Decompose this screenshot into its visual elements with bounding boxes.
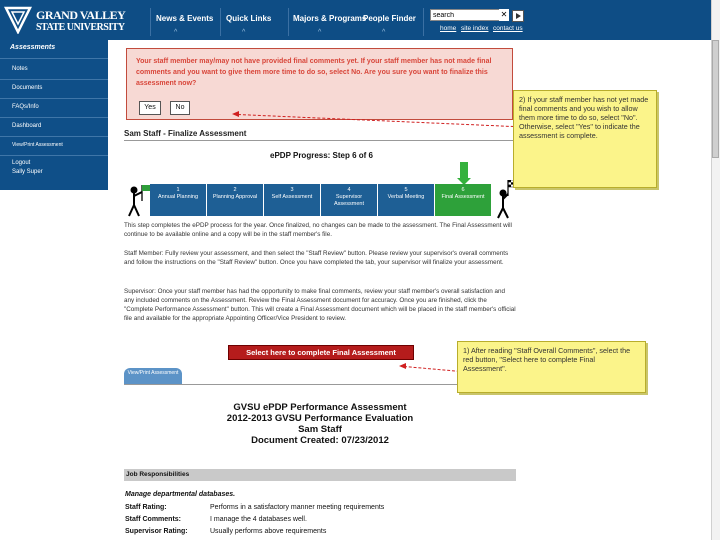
sidebar-title: Assessments — [0, 44, 108, 59]
yes-button[interactable]: Yes — [139, 101, 161, 115]
search-go-icon[interactable] — [512, 10, 524, 22]
nav-divider — [423, 8, 424, 36]
callout-step-2: 2) If your staff member has not yet made final comments and you wish to allow them more time to do so, select "No". Otherwise, select "Yes" to indicate the assessment is complete. — [513, 90, 657, 188]
report-subtitle: 2012-2013 GVSU Performance Evaluation — [226, 413, 414, 424]
sidebar-item-dashboard[interactable]: Dashboard — [0, 119, 108, 137]
clear-icon[interactable]: ✕ — [500, 10, 508, 19]
nav-quick-links[interactable]: Quick Links — [226, 14, 272, 23]
progress-label: ePDP Progress: Step 6 of 6 — [270, 151, 373, 160]
sidebar-item-faqs[interactable]: FAQs/Info — [0, 100, 108, 118]
no-button[interactable]: No — [170, 101, 190, 115]
nav-people-finder[interactable]: People Finder — [363, 14, 416, 23]
report-title: GVSU ePDP Performance Assessment — [233, 402, 407, 413]
sidebar-user-name: Sally Super — [12, 169, 43, 175]
supervisor-rating-value: Usually performs above requirements — [210, 528, 327, 535]
supervisor-paragraph: Supervisor: Once your staff member has had the opportunity to make final comments, review your staff member's overall satisfaction and any included comments on the Assessment. Review the Final Assessment document for accuracy. Once you are finished, click the "Complete Performance Assessment" button. This will create a Final Assessment document which will be placed in the staff member's official file and available for the appropriate Appointing Officer/Vice President to review. — [124, 288, 516, 322]
nav-majors-programs[interactable]: Majors & Programs — [293, 14, 367, 23]
supervisor-rating-label: Supervisor Rating: — [125, 528, 188, 535]
nav-divider — [288, 8, 289, 36]
chevron-up-icon: ^ — [318, 29, 322, 36]
search-input[interactable] — [430, 9, 504, 21]
staff-member-paragraph: Staff Member: Fully review your assessment, and then select the "Staff Review" button. Please review your supervisor's overall comments and follow the instructions on the "Staff Review" button. Once you have completed the tab, your supervisor will finalize your assessment. — [124, 250, 509, 266]
arrow-left-icon — [399, 363, 406, 369]
report-date: Document Created: 07/23/2012 — [251, 435, 389, 446]
gvsu-logo-icon[interactable] — [4, 6, 32, 34]
nav-news-events[interactable]: News & Events — [156, 14, 214, 23]
logo-text-line2: STATE UNIVERSITY — [36, 22, 125, 33]
step-2: 2 Planning Approval — [207, 184, 264, 216]
sidebar-item-logout[interactable]: Logout — [12, 160, 31, 166]
page-title: Sam Staff - Finalize Assessment — [124, 129, 247, 138]
contact-us-link[interactable]: contact us — [493, 25, 523, 32]
step-3: 3 Self Assessment — [264, 184, 321, 216]
scrollbar-thumb[interactable] — [712, 40, 719, 158]
nav-divider — [150, 8, 151, 36]
job-responsibilities-header: Job Responsibilities — [124, 469, 516, 481]
confirm-message: Your staff member may/may not have provided final comments yet. If your staff member has not made final comments and you want to give them more time to do so, select No. Are you sure you want to finalize this assessment now? — [136, 58, 492, 87]
job-task: Manage departmental databases. — [125, 491, 236, 498]
staff-comments-value: I manage the 4 databases well. — [210, 516, 307, 523]
sidebar-item-notes[interactable]: Notes — [0, 62, 108, 80]
chevron-up-icon: ^ — [382, 29, 386, 36]
staff-rating-value: Performs in a satisfactory manner meeting requirements — [210, 504, 385, 511]
stick-figure-flag-icon — [126, 183, 152, 219]
green-down-arrow-icon — [460, 162, 468, 178]
arrow-left-icon — [232, 111, 239, 117]
logo-text-line1: GRAND VALLEY — [36, 8, 126, 22]
intro-paragraph: This step completes the ePDP process for the year. Once finalized, no changes can be made to the assessment. The Final Assessment will continue to be available online and a copy will be in the staff member's file. — [124, 222, 512, 238]
nav-divider — [220, 8, 221, 36]
step-5: 5 Verbal Meeting — [378, 184, 435, 216]
site-index-link[interactable]: site index — [461, 25, 489, 32]
home-link[interactable]: home — [440, 25, 457, 32]
sidebar-item-documents[interactable]: Documents — [0, 81, 108, 99]
step-1: 1 Annual Planning — [150, 184, 207, 216]
divider — [124, 140, 516, 141]
report-employee: Sam Staff — [298, 424, 342, 435]
chevron-up-icon: ^ — [174, 29, 178, 36]
chevron-up-icon: ^ — [242, 29, 246, 36]
complete-final-assessment-button[interactable]: Select here to complete Final Assessment — [228, 345, 414, 360]
callout-pointer-1 — [404, 366, 460, 373]
staff-comments-label: Staff Comments: — [125, 516, 182, 523]
sidebar — [0, 40, 108, 190]
step-4: 4 Supervisor Assessment — [321, 184, 378, 216]
sidebar-item-view-print[interactable]: View/Print Assessment — [0, 138, 108, 156]
step-6: 6 Final Assessment — [435, 184, 492, 216]
callout-step-1: 1) After reading "Staff Overall Comments", select the red button, "Select here to complete Final Assessment". — [457, 341, 646, 393]
view-print-assessment-tab[interactable]: View/Print Assessment — [124, 368, 182, 384]
staff-rating-label: Staff Rating: — [125, 504, 167, 511]
